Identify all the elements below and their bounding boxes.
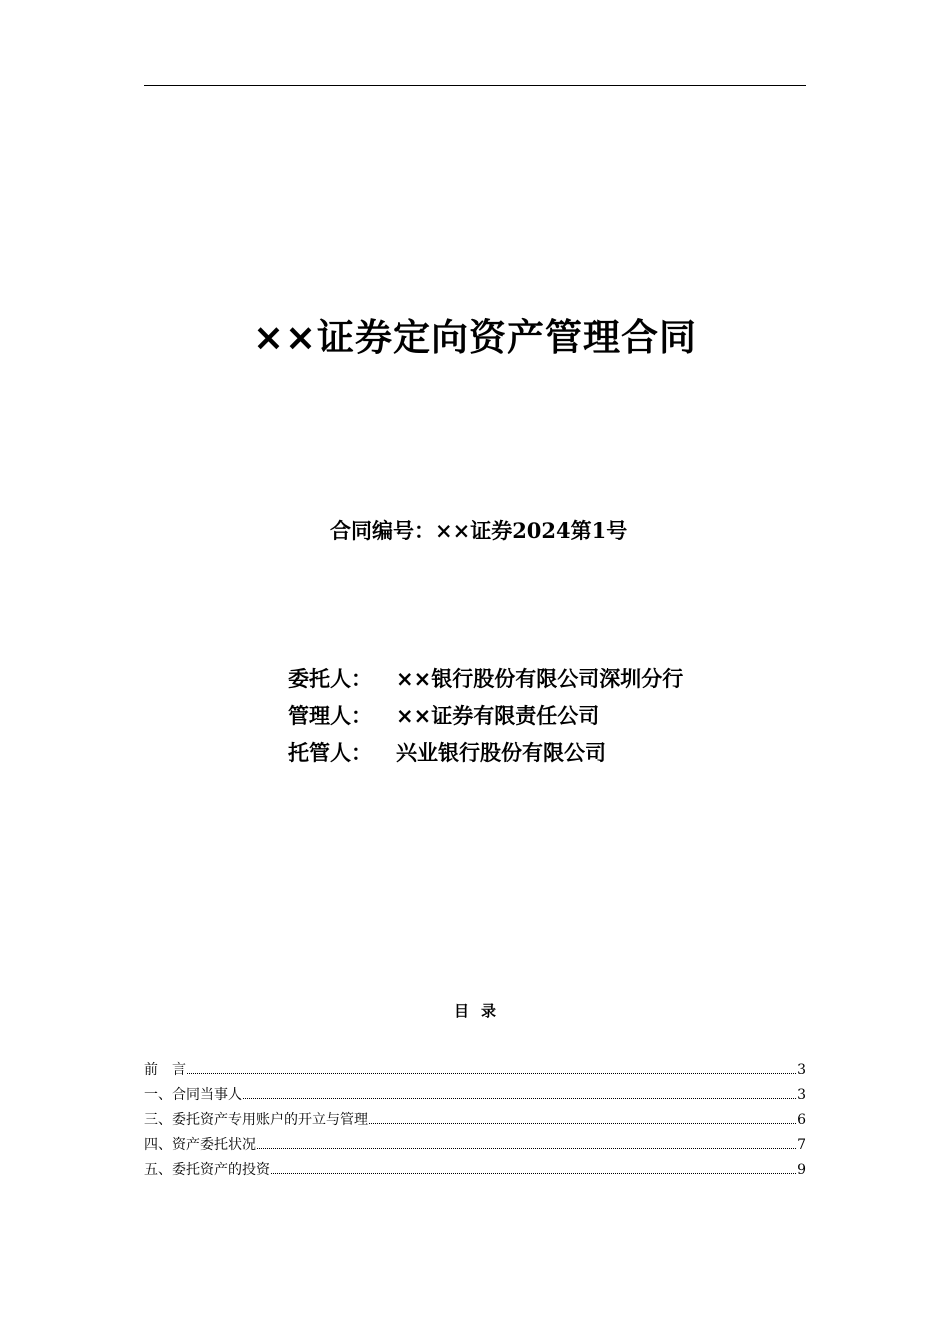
toc-entry[interactable] — [144, 1159, 806, 1184]
toc-entry-page: 9 — [797, 1162, 806, 1178]
toc-entry-page: 3 — [797, 1062, 806, 1078]
party-name: ××证券有限责任公司 — [396, 704, 600, 728]
toc-entry-page: 3 — [797, 1087, 806, 1103]
table-of-contents — [144, 1059, 806, 1184]
toc-leader-dots — [257, 1148, 796, 1149]
party-custodian — [288, 738, 683, 775]
toc-entry[interactable] — [144, 1134, 806, 1159]
toc-entry-page: 6 — [797, 1112, 806, 1128]
toc-entry[interactable] — [144, 1109, 806, 1134]
document-title: ××证券定向资产管理合同 — [252, 316, 697, 359]
toc-entry[interactable] — [144, 1059, 806, 1084]
party-role: 委托人： — [288, 667, 372, 691]
party-name: 兴业银行股份有限公司 — [396, 741, 606, 765]
toc-entry-label: 四、资产委托状况 — [144, 1137, 256, 1153]
toc-entry-page: 7 — [797, 1137, 806, 1153]
toc-leader-dots — [187, 1073, 796, 1074]
toc-leader-dots — [369, 1123, 796, 1124]
toc-entry-label: 三、委托资产专用账户的开立与管理 — [144, 1112, 368, 1128]
toc-entry-label: 五、委托资产的投资 — [144, 1162, 270, 1178]
party-name: ××银行股份有限公司深圳分行 — [396, 667, 684, 691]
header-rule — [144, 85, 806, 86]
toc-leader-dots — [271, 1173, 796, 1174]
toc-entry[interactable] — [144, 1084, 806, 1109]
toc-entry-label: 一、合同当事人 — [144, 1087, 242, 1103]
toc-heading: 目录 — [453, 1002, 508, 1020]
party-entrustor — [288, 664, 683, 701]
contract-number: 合同编号：××证券2024第1号 — [330, 518, 628, 543]
party-role: 管理人： — [288, 704, 372, 728]
party-manager — [288, 701, 683, 738]
parties-block — [288, 664, 683, 775]
toc-entry-label: 前 言 — [144, 1062, 186, 1078]
toc-leader-dots — [243, 1098, 796, 1099]
party-role: 托管人： — [288, 741, 372, 765]
